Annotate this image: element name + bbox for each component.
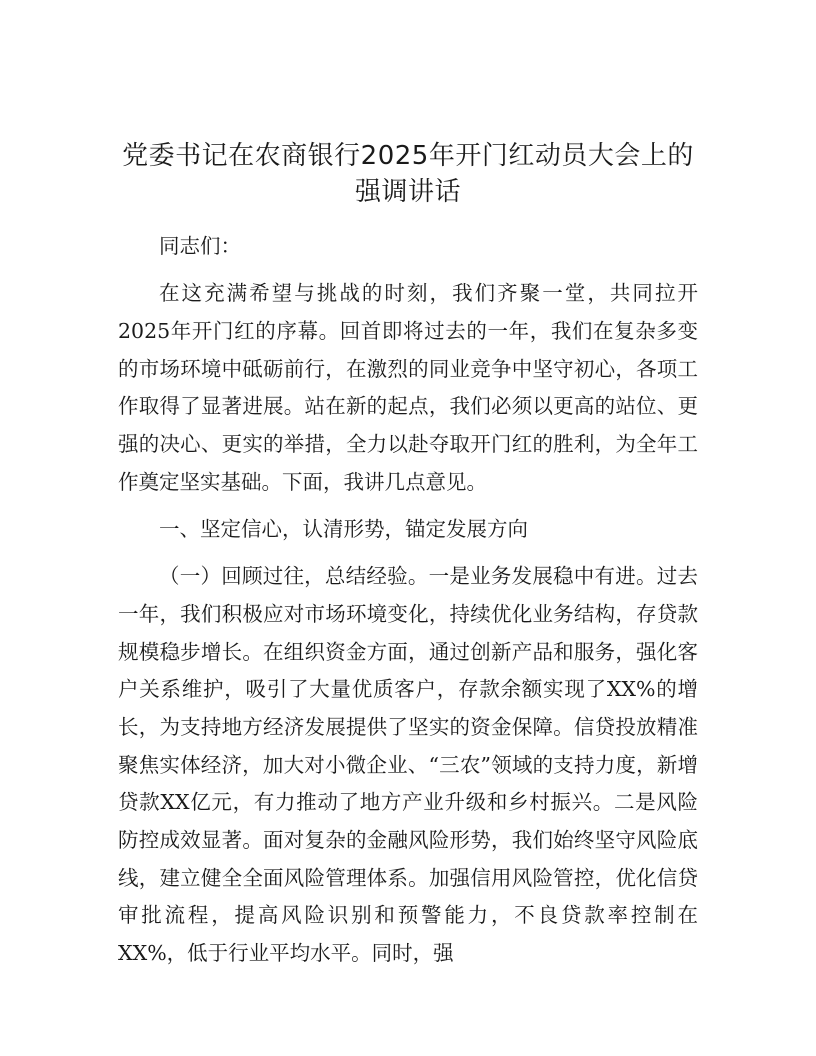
body-paragraph: （一）回顾过往，总结经验。一是业务发展稳中有进。过去一年，我们积极应对市场环境变化，持续优化业务结构，存贷款规模稳步增长。在组织资金方面，通过创新产品和服务，强化客户关系维护，吸引了大量优质客户，存款余额实现了XX%的增长，为支持地方经济发展提供了坚实的资金保障。信贷投放精准聚焦实体经济，加大对小微企业、“三农”领域的支持力度，新增贷款XX亿元，有力推动了地方产业升级和乡村振兴。二是风险防控成效显著。面对复杂的金融风险形势，我们始终坚守风险底线，建立健全全面风险管理体系。加强信用风险管控，优化信贷审批流程，提高风险识别和预警能力，不良贷款率控制在XX%，低于行业平均水平。同时，强 xyxy=(118,564,698,966)
salutation-paragraph: 同志们： xyxy=(159,234,241,258)
intro-paragraph: 在这充满希望与挑战的时刻，我们齐聚一堂，共同拉开2025年开门红的序幕。回首即将过去的一年，我们在复杂多变的市场环境中砥砺前行，在激烈的同业竞争中坚守初心，各项工作取得了显著进展。站在新的起点，我们必须以更高的站位、更强的决心、更实的举措，全力以赴夺取开门红的胜利，为全年工作奠定坚实基础。下面，我讲几点意见。 xyxy=(118,281,698,494)
section-heading: 一、坚定信心，认清形势，锚定发展方向 xyxy=(159,516,528,541)
document-title: 党委书记在农商银行2025年开门红动员大会上的强调讲话 xyxy=(122,141,694,207)
document-body xyxy=(118,228,698,982)
